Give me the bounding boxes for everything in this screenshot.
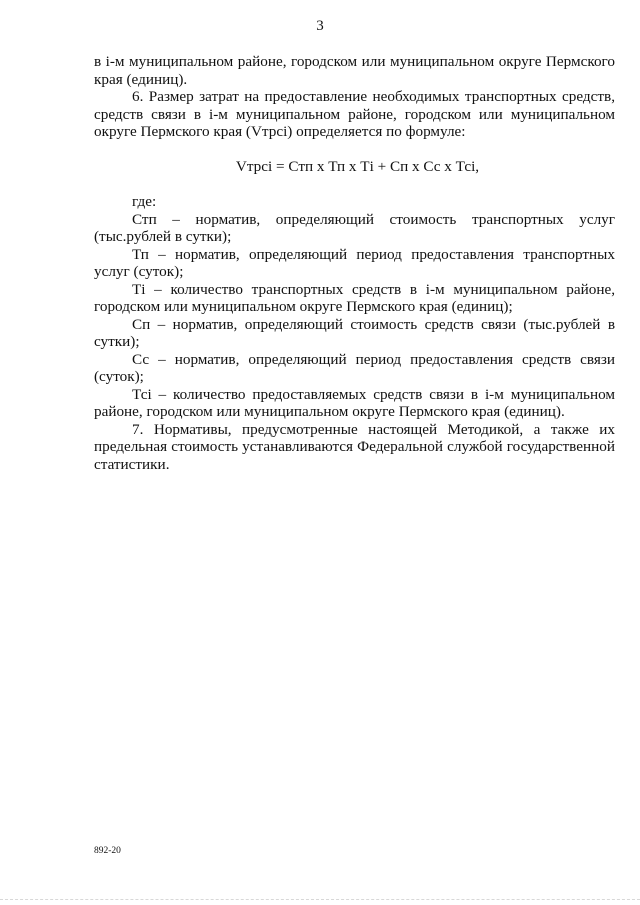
page-number: 3 — [316, 18, 324, 34]
definition-cc: Сс – норматив, определяющий период предоставления средств связи (суток); — [94, 350, 615, 385]
document-footer-code: 892-20 — [94, 846, 121, 856]
definition-cp: Сп – норматив, определяющий стоимость средств связи (тыс.рублей в сутки); — [94, 315, 615, 350]
intro-tail-paragraph: в i-м муниципальном районе, городском или муниципальном округе Пермского края (единиц). — [94, 53, 615, 88]
where-label: где: — [132, 193, 157, 210]
cost-formula: Vтрсi = Стп х Тп х Тi + Сп х Сс х Тсi, — [235, 157, 480, 175]
definition-ti: Тi – количество транспортных средств в i-м муниципальном районе, городском или муниципальном округе Пермского края (единиц); — [94, 280, 615, 315]
document-body — [94, 53, 615, 473]
item-7-paragraph: 7. Нормативы, предусмотренные настоящей Методикой, а также их предельная стоимость устанавливаются Федеральной службой государственной статистики. — [94, 420, 615, 473]
definition-tp: Тп – норматив, определяющий период предоставления транспортных услуг (суток); — [94, 245, 615, 280]
item-6-paragraph: 6. Размер затрат на предоставление необходимых транспортных средств, средств связи в i-м муниципальном районе, городском или муниципальном округе Пермского края (Vтрсi) определяется по формуле: — [94, 88, 615, 140]
definition-tci: Тсi – количество предоставляемых средств связи в i-м муниципальном районе, городском или муниципальном округе Пермского края (единиц). — [94, 385, 615, 420]
definition-ctp: Стп – норматив, определяющий стоимость транспортных услуг (тыс.рублей в сутки); — [94, 210, 615, 245]
scan-bottom-edge — [0, 899, 640, 900]
